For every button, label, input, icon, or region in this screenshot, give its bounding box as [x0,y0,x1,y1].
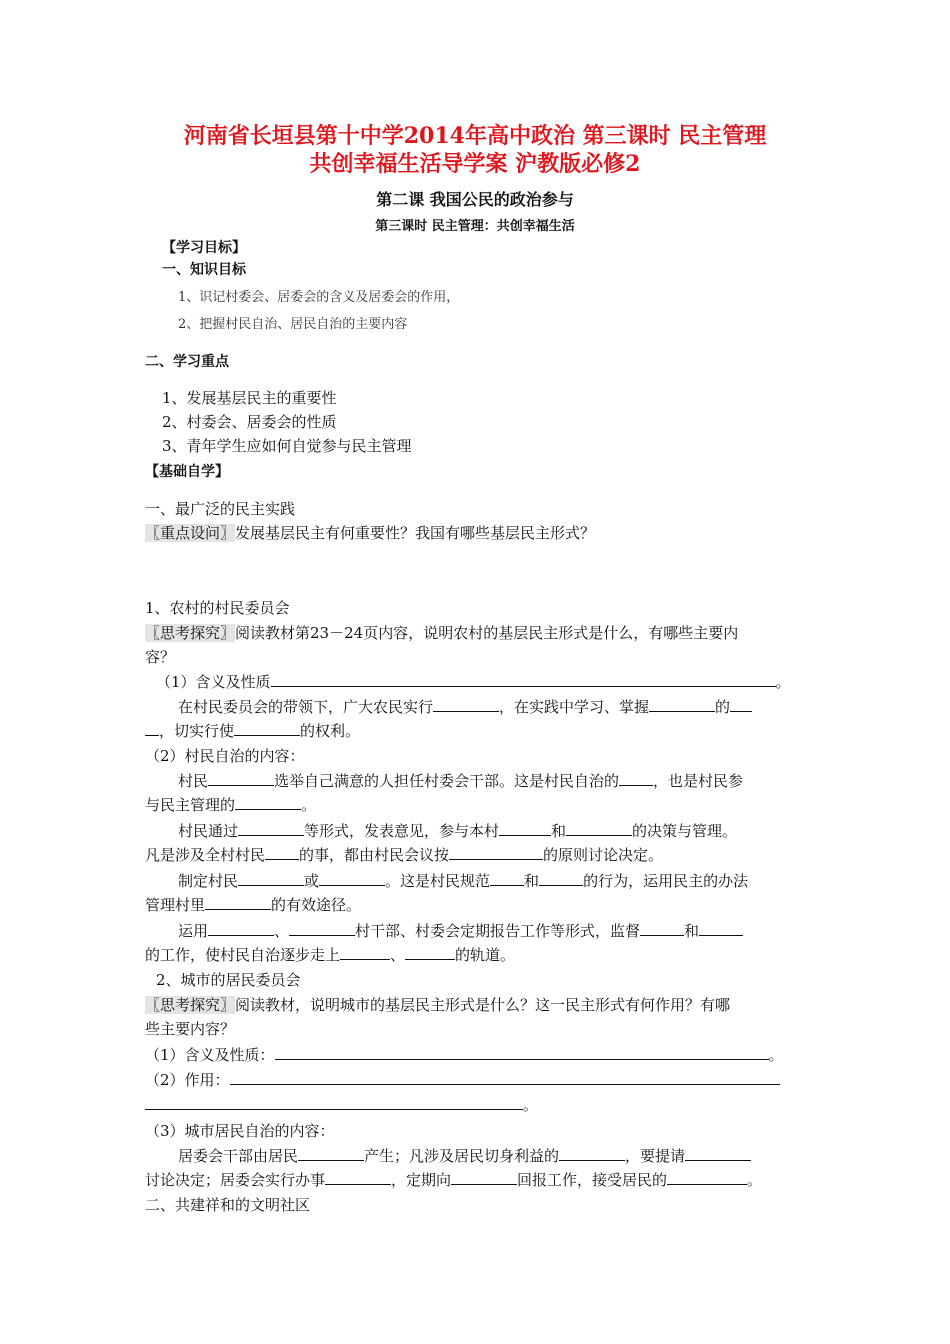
village-meaning-line [156,670,826,694]
focus-item-2: 2、村委会、居委会的性质 [162,413,337,431]
fill-blank[interactable] [234,719,300,736]
city-para-1-cont [145,1168,815,1192]
text: 运用 [178,922,209,940]
fill-blank[interactable] [340,943,390,960]
fill-blank[interactable] [325,1168,391,1185]
city-meaning-label: （1）含义及性质： [145,1046,275,1064]
fill-blank[interactable] [208,919,274,936]
city-para-1 [178,1144,848,1168]
village-para-1 [178,695,848,719]
text: 管理村里 [145,896,206,914]
text: 凡是涉及全村村民 [145,846,266,864]
village-para-4-cont [145,893,815,917]
document-title-line2: 共创幸福生活导学案 沪教版必修2 [309,151,641,177]
document-title-line1: 河南省长垣县第十中学2014年高中政治 第三课时 民主管理 [183,123,767,149]
text: 村民 [178,772,209,790]
think-text-2a: 阅读教材，说明城市的基层民主形式是什么？这一民主形式有何作用？有哪 [235,996,731,1014]
fill-blank[interactable] [145,1093,523,1110]
text: 的事，都由村民会议按 [299,846,450,864]
key-question-tag: 〖重点设问〗 [145,524,236,542]
fill-blank[interactable] [730,695,752,712]
section-heading: 第三课时 民主管理：共创幸福生活 [375,219,575,234]
key-question-text: 发展基层民主有何重要性？我国有哪些基层民主形式？ [235,524,596,542]
text: ，在实践中学习、掌握 [499,698,650,716]
key-question [145,521,815,545]
text: 的工作，使村民自治逐步走上 [145,946,341,964]
text: 选举自己满意的人担任村委会干部。这是村民自治的 [274,772,620,790]
focus-item-3: 3、青年学生应如何自觉参与民主管理 [162,437,412,455]
text: 讨论决定；居委会实行办事 [145,1171,326,1189]
lesson-heading: 第二课 我国公民的政治参与 [376,190,574,209]
text: 的 [715,698,731,716]
think-explore-1 [145,621,815,645]
period: 。 [768,1046,784,1064]
fill-blank[interactable] [619,769,653,786]
city-role-label: （2）作用： [145,1071,230,1089]
text: ，要提请 [625,1147,686,1165]
fill-blank[interactable] [649,695,715,712]
period: 。 [523,1096,539,1114]
village-meaning-label: （1）含义及性质 [156,673,271,691]
text: 或 [304,872,320,890]
city-role-line-2 [145,1093,815,1117]
part1-heading: 一、最广泛的民主实践 [145,500,296,518]
city-role-line [145,1068,815,1092]
fill-blank[interactable] [238,819,304,836]
fill-blank[interactable] [145,719,159,736]
text: 和 [684,922,700,940]
fill-blank[interactable] [235,793,301,810]
text: 与民主管理的 [145,796,236,814]
village-para-2-cont [145,793,815,817]
fill-blank[interactable] [559,1144,625,1161]
text: 制定村民 [178,872,239,890]
think-text-1b: 容？ [145,648,176,666]
goals-heading: 【学习目标】 [162,240,246,256]
text: 居委会干部由居民 [178,1147,299,1165]
fill-blank[interactable] [451,1168,517,1185]
fill-blank[interactable] [699,919,743,936]
part2-heading: 二、共建祥和的文明社区 [145,1196,311,1214]
village-para-1-cont [145,719,815,743]
text: 的轨道。 [455,946,516,964]
text: 村干部、村委会定期报告工作等形式，监督 [355,922,641,940]
fill-blank[interactable] [275,1043,769,1060]
fill-blank[interactable] [238,869,304,886]
city-meaning-line [145,1043,815,1067]
fill-blank[interactable] [499,819,551,836]
fill-blank[interactable] [539,869,583,886]
fill-blank[interactable] [667,1168,747,1185]
city-committee-heading: 2、城市的居民委员会 [156,971,301,989]
think-tag: 〖思考探究〗 [145,996,236,1014]
text: 的权利。 [300,722,361,740]
self-study-heading: 【基础自学】 [145,464,229,480]
text: 的有效途径。 [271,896,362,914]
fill-blank[interactable] [449,843,543,860]
text: 回报工作，接受居民的 [517,1171,668,1189]
focus-item-1: 1、发展基层民主的重要性 [162,389,337,407]
text: ，切实行使 [159,722,235,740]
fill-blank[interactable] [230,1068,780,1085]
fill-blank[interactable] [289,919,355,936]
goal-item-1: 1、识记村委会、居委会的含义及居委会的作用， [178,290,460,305]
village-para-5-cont [145,943,815,967]
text: ，也是村民参 [653,772,744,790]
text: 产生；凡涉及居民切身利益的 [364,1147,560,1165]
village-para-2 [178,769,848,793]
think-explore-2 [145,993,815,1017]
focus-heading: 二、学习重点 [145,354,229,370]
text: 在村民委员会的带领下，广大农民实行 [178,698,434,716]
text: ，定期向 [391,1171,452,1189]
fill-blank[interactable] [265,843,299,860]
fill-blank[interactable] [490,869,524,886]
text: 村民通过 [178,822,239,840]
fill-blank[interactable] [405,943,455,960]
text: 等形式，发表意见，参与本村 [304,822,500,840]
period: 。 [775,673,791,691]
city-content-label: （3）城市居民自治的内容： [145,1122,335,1140]
text: 的行为，运用民主的办法 [583,872,749,890]
fill-blank[interactable] [640,919,684,936]
think-tag: 〖思考探究〗 [145,624,236,642]
village-content-label: （2）村民自治的内容： [145,747,305,765]
text: 。这是村民规范 [385,872,491,890]
period: 。 [301,796,317,814]
village-para-5 [178,919,848,943]
think-text-1a: 阅读教材第23－24页内容，说明农村的基层民主形式是什么，有哪些主要内 [235,624,739,642]
fill-blank[interactable] [298,1144,364,1161]
fill-blank[interactable] [319,869,385,886]
village-committee-heading: 1、农村的村民委员会 [145,599,290,617]
fill-blank[interactable] [205,893,271,910]
village-para-3 [178,819,848,843]
goal-item-2: 2、把握村民自治、居民自治的主要内容 [178,317,408,332]
text: 的原则讨论决定。 [543,846,664,864]
text: 和 [524,872,540,890]
village-para-3-cont [145,843,815,867]
knowledge-goals-heading: 一、知识目标 [162,262,246,278]
period: 。 [747,1171,763,1189]
text: 和 [551,822,567,840]
fill-blank[interactable] [685,1144,751,1161]
fill-blank[interactable] [208,769,274,786]
fill-blank[interactable] [566,819,632,836]
text: 、 [274,922,290,940]
text: 、 [390,946,406,964]
fill-blank[interactable] [271,670,776,687]
think-text-2b: 些主要内容？ [145,1020,236,1038]
text: 的决策与管理。 [632,822,738,840]
village-para-4 [178,869,848,893]
fill-blank[interactable] [433,695,499,712]
